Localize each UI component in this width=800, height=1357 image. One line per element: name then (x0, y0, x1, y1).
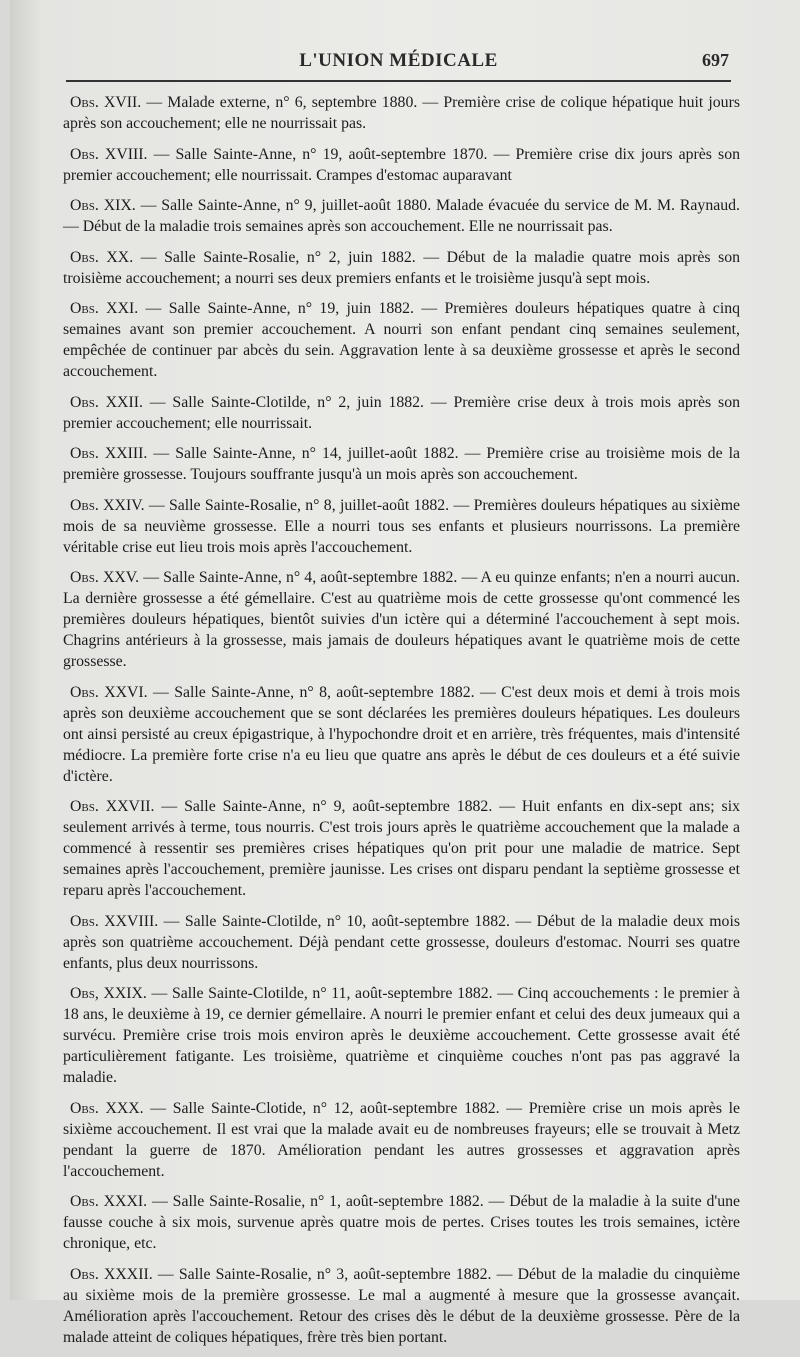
observation-label: Obs. XXII. (70, 393, 143, 411)
observation-label: Obs. XX. (70, 248, 134, 266)
observation-paragraph (63, 92, 740, 134)
observation-text: — Salle Sainte-Clotilde, n° 2, juin 1882. — Première crise deux à trois mois après son premier accouchement; elle nourrissait. (63, 393, 740, 432)
observation-text: — Salle Sainte-Clotide, n° 12, août-septembre 1882. — Première crise un mois après le sixième accouchement. Il est vrai que la malade avait eu de nombreuses frayeurs; elle se trouvait à Metz pendant la guerre de 1870. Amélioration pendant les autres grossesses et aggravation après l'accouchement. (63, 1099, 741, 1180)
observation-label: Obs, XXIX. (70, 985, 147, 1002)
observation-paragraph (63, 796, 740, 901)
observation-paragraph (63, 983, 740, 1088)
observation-paragraph (63, 567, 740, 672)
observation-paragraph (63, 1191, 740, 1254)
page (10, 0, 800, 1346)
observation-label: Obs. XXIII. (70, 445, 148, 462)
journal-title: L'UNION MÉDICALE (299, 50, 498, 71)
observation-text: — Salle Sainte-Clotilde, n° 10, août-septembre 1882. — Début de la maladie deux mois après son quatrième accouchement. Déjà pendant cette grossesse, douleurs d'estomac. Nourri ses quatre enfants, plus deux nourrissons. (63, 912, 740, 972)
observation-label: Obs. XVII. (70, 94, 142, 111)
observation-label: Obs. XXX. (70, 1099, 144, 1117)
observation-text: — Salle Sainte-Anne, n° 8, août-septembre 1882. — C'est deux mois et demi à trois mois après son deuxième accouchement que se sont déclarées les premières douleurs hépatiques. Les douleurs ont ainsi persisté au creux épigastrique, à l'hypochondre droit et en arrière, très fréquentes, mais d'intensité médiocre. La première forte crise n'a eu lieu que quatre ans après le début de ces douleurs et a été suivie d'ictère. (63, 683, 740, 785)
observation-paragraph (63, 1098, 740, 1182)
observations-text (63, 92, 740, 1357)
observation-text: — Salle Sainte-Rosalie, n° 8, juillet-août 1882. — Premières douleurs hépatiques au sixième mois de sa neuvième grossesse. Elle a nourri tous ses enfants et plusieurs nourrissons. La première véritable crise eut lieu trois mois après l'accouchement. (63, 496, 740, 556)
observation-label: Obs. XXXI. (70, 1193, 148, 1210)
observation-label: Obs. XXVI. (70, 683, 148, 701)
observation-label: Obs. XVIII. (70, 145, 148, 163)
observation-label: Obs. XXXII. (70, 1265, 153, 1283)
observation-paragraph (63, 495, 740, 558)
observation-label: Obs. XIX. (70, 197, 136, 214)
observation-label: Obs. XXIV. (70, 496, 145, 514)
observation-label: Obs. XXV. (70, 569, 140, 586)
observation-paragraph (63, 911, 740, 974)
observation-text: — Salle Sainte-Anne, n° 4, août-septembre 1882. — A eu quinze enfants; n'en a nourri aucun. La dernière grossesse a été gémellaire. C'est au quatrième mois de cette grossesse qu'ont commencé les premières douleurs hépatiques, bientôt suivies d'un ictère qui a déterminé l'accouchement à sept mois. Chagrins antérieurs à la grossesse, mais jamais de douleurs hépatiques avant le quatrième mois de cette grossesse. (63, 569, 740, 670)
header-rule (66, 80, 731, 82)
running-header (66, 50, 731, 76)
observation-paragraph (63, 443, 740, 485)
observation-text: — Salle Sainte-Anne, n° 9, juillet-août 1880. Malade évacuée du service de M. M. Raynaud. — Début de la maladie trois semaines après son accouchement. Elle ne nourrissait pas. (63, 197, 740, 235)
observation-paragraph (63, 682, 740, 787)
observation-text: — Salle Sainte-Anne, n° 14, juillet-août 1882. — Première crise au troisième mois de la première grossesse. Toujours souffrante jusqu'à un mois après son accouchement. (63, 445, 740, 483)
observation-label: Obs. XXVIII. (70, 912, 159, 930)
observation-label: Obs. XXVII. (70, 798, 155, 815)
observation-paragraph (63, 1264, 740, 1348)
observation-text: — Salle Sainte-Rosalie, n° 1, août-septembre 1882. — Début de la maladie à la suite d'une fausse couche à six mois, survenue après quatre mois de pertes. Crises toutes les trois semaines, ictère chronique, etc. (63, 1193, 741, 1252)
observation-text: — Salle Sainte-Anne, n° 19, juin 1882. — Premières douleurs hépatiques quatre à cinq semaines avant son premier accouchement. A nourri son enfant pendant cinq semaines seulement, empêchée de continuer par abcès du sein. Aggravation lente à sa deuxième grossesse et après le second accouchement. (63, 300, 740, 380)
page-number: 697 (702, 50, 729, 70)
observation-paragraph (63, 392, 740, 434)
observation-paragraph (63, 298, 740, 382)
observation-label: Obs. XXI. (70, 300, 139, 317)
observation-paragraph (63, 247, 740, 289)
observation-text: — Salle Sainte-Rosalie, n° 3, août-septembre 1882. — Début de la maladie du cinquième au sixième mois de la première grossesse. Le mal a augmenté à mesure que la grossesse avançait. Amélioration après l'accouchement. Retour des crises dès le début de la deuxième grossesse. Père de la malade atteint de coliques hépatiques, frère très bien portant. (63, 1265, 740, 1346)
observation-text: — Salle Sainte-Anne, n° 19, août-septembre 1870. — Première crise dix jours après son premier accouchement; elle nourrissait. Crampes d'estomac auparavant (63, 145, 741, 184)
observation-paragraph (63, 195, 740, 237)
observation-text: — Salle Sainte-Rosalie, n° 2, juin 1882. — Début de la maladie quatre mois après son troisième accouchement; a nourri ses deux premiers enfants et le troisième jusqu'à sept mois. (63, 248, 741, 287)
observation-text: — Malade externe, n° 6, septembre 1880. — Première crise de colique hépatique huit jours après son accouchement; elle ne nourrissait pas. (63, 94, 740, 132)
observation-paragraph (63, 144, 740, 186)
observation-text: — Salle Sainte-Clotilde, n° 11, août-septembre 1882. — Cinq accouchements : le premier à 18 ans, le deuxième à 19, ce dernier gémellaire. A nourri le premier enfant et celui des deux jumeaux qui a survécu. Première crise trois mois environ après le deuxième accouchement. Cette grossesse avait été particulièrement fatigante. Les troisième, quatrième et cinquième couches n'ont pas pas aggravé la maladie. (63, 985, 740, 1086)
observation-text: — Salle Sainte-Anne, n° 9, août-septembre 1882. — Huit enfants en dix-sept ans; six seulement arrivés à terme, tous nourris. C'est trois jours après le quatrième accouchement que la malade a commencé à ressentir ses premières crises hépatiques qu'on prit pour une maladie de matrice. Sept semaines après l'accouchement, première jaunisse. Les crises ont disparu pendant la septième grossesse et reparu après l'accouchement. (63, 798, 740, 899)
